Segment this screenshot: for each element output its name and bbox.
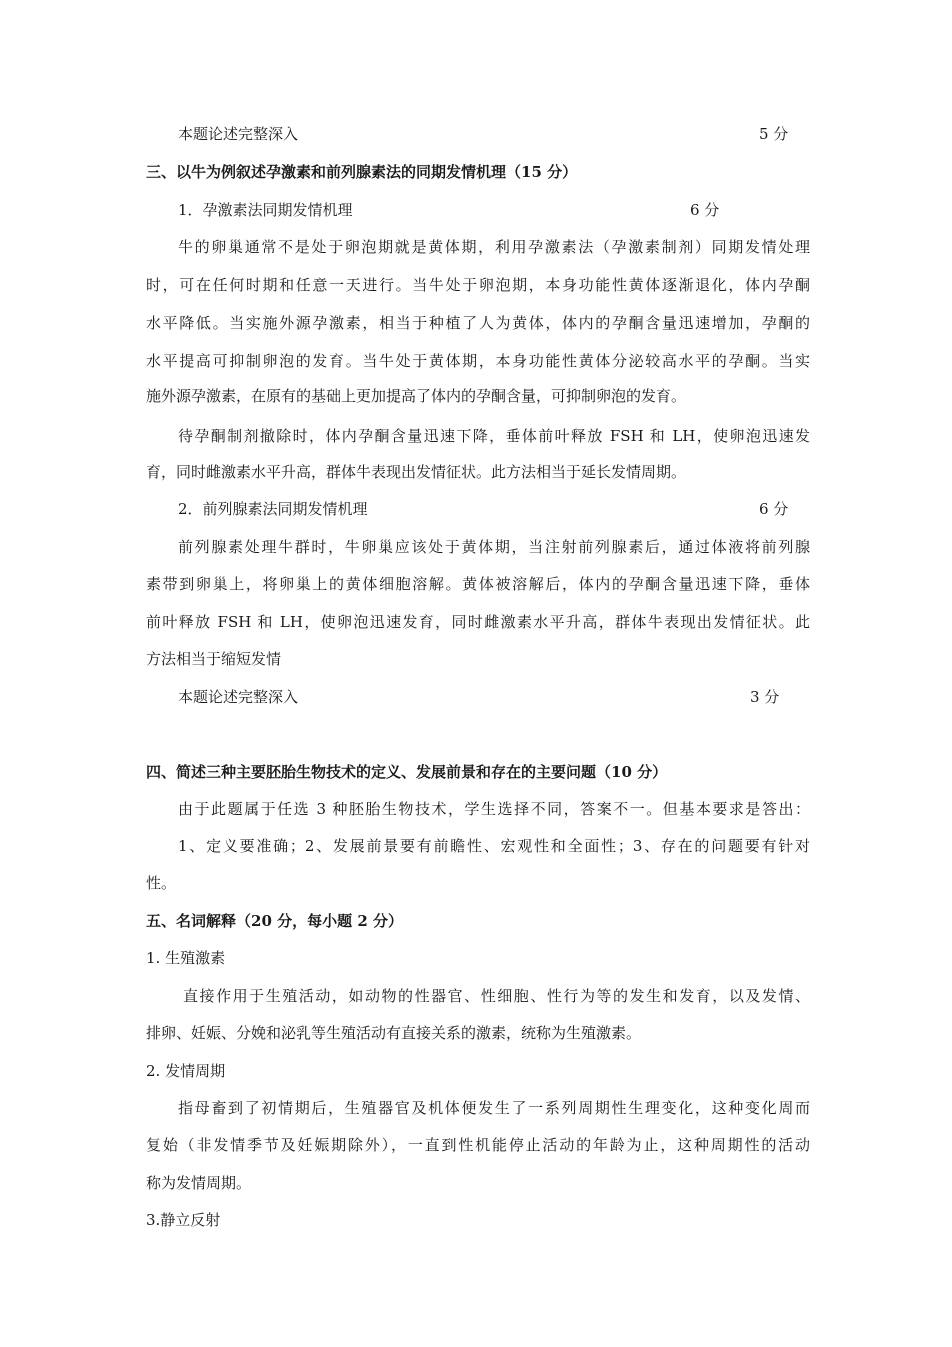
term2-line2: 复始（非发情季节及妊娠期除外），一直到性机能停止活动的年龄为止，这种周期性的活动 — [146, 1136, 810, 1154]
section3-title: 三、以牛为例叙述孕激素和前列腺素法的同期发情机理（15 分） — [146, 163, 578, 181]
section4-title: 四、简述三种主要胚胎生物技术的定义、发展前景和存在的主要问题（10 分） — [146, 763, 668, 781]
term2-line1: 指母畜到了初情期后，生殖器官及机体便发生了一系列周期性生理变化，这种变化周而 — [178, 1099, 810, 1117]
section4-para1-line2: 1、定义要准确；2、发展前景要有前瞻性、宏观性和全面性；3、存在的问题要有针对 — [178, 837, 810, 855]
section3-para3-line4: 方法相当于缩短发情 — [146, 650, 282, 668]
section3-para1-line5: 施外源孕激素，在原有的基础上更加提高了体内的孕酮含量，可抑制卵泡的发育。 — [146, 387, 687, 405]
section3-sub1-label: 1．孕激素法同期发情机理 — [178, 201, 353, 219]
section5-title: 五、名词解释（20 分，每小题 2 分） — [146, 912, 403, 930]
section2-summary-label: 本题论述完整深入 — [178, 125, 299, 143]
section3-para2-line1: 待孕酮制剂撤除时，体内孕酮含量迅速下降，垂体前叶释放 FSH 和 LH，使卵泡迅速发 — [178, 427, 810, 445]
section3-sub2-score: 6 分 — [759, 500, 789, 518]
section4-para1-line3: 性。 — [146, 874, 177, 892]
term1-heading: 1. 生殖激素 — [146, 949, 226, 967]
section3-sub1-score: 6 分 — [690, 201, 720, 219]
section3-para3-line1: 前列腺素处理牛群时，牛卵巢应该处于黄体期，当注射前列腺素后，通过体液将前列腺 — [178, 538, 810, 556]
section3-summary-score: 3 分 — [750, 688, 780, 706]
section3-para2-line2: 育，同时雌激素水平升高，群体牛表现出发情征状。此方法相当于延长发情周期。 — [146, 463, 687, 481]
term2-line3: 称为发情周期。 — [146, 1174, 252, 1192]
section2-summary-score: 5 分 — [759, 125, 789, 143]
section3-para1-line3: 水平降低。当实施外源孕激素，相当于种植了人为黄体，体内的孕酮含量迅速增加，孕酮的 — [146, 314, 810, 332]
term1-line2: 排卵、妊娠、分娩和泌乳等生殖活动有直接关系的激素，统称为生殖激素。 — [146, 1024, 642, 1042]
term2-heading: 2. 发情周期 — [146, 1062, 226, 1080]
term1-line1: 直接作用于生殖活动，如动物的性器官、性细胞、性行为等的发生和发育，以及发情、 — [183, 987, 810, 1005]
section3-para3-line3: 前叶释放 FSH 和 LH，使卵泡迅速发育，同时雌激素水平升高，群体牛表现出发情征状。此 — [146, 613, 810, 631]
section3-sub2-label: 2．前列腺素法同期发情机理 — [178, 500, 368, 518]
section3-summary-label: 本题论述完整深入 — [178, 688, 299, 706]
section4-para1-line1: 由于此题属于任选 3 种胚胎生物技术，学生选择不同，答案不一。但基本要求是答出： — [178, 800, 810, 818]
section3-para1-line2: 时，可在任何时期和任意一天进行。当牛处于卵泡期，本身功能性黄体逐渐退化，体内孕酮 — [146, 276, 810, 294]
section3-para3-line2: 素带到卵巢上，将卵巢上的黄体细胞溶解。黄体被溶解后，体内的孕酮含量迅速下降，垂体 — [146, 575, 810, 593]
section3-para1-line1: 牛的卵巢通常不是处于卵泡期就是黄体期，利用孕激素法（孕激素制剂）同期发情处理 — [178, 238, 810, 256]
term3-heading: 3.静立反射 — [146, 1211, 221, 1229]
section3-para1-line4: 水平提高可抑制卵泡的发育。当牛处于黄体期，本身功能性黄体分泌较高水平的孕酮。当实 — [146, 352, 810, 370]
